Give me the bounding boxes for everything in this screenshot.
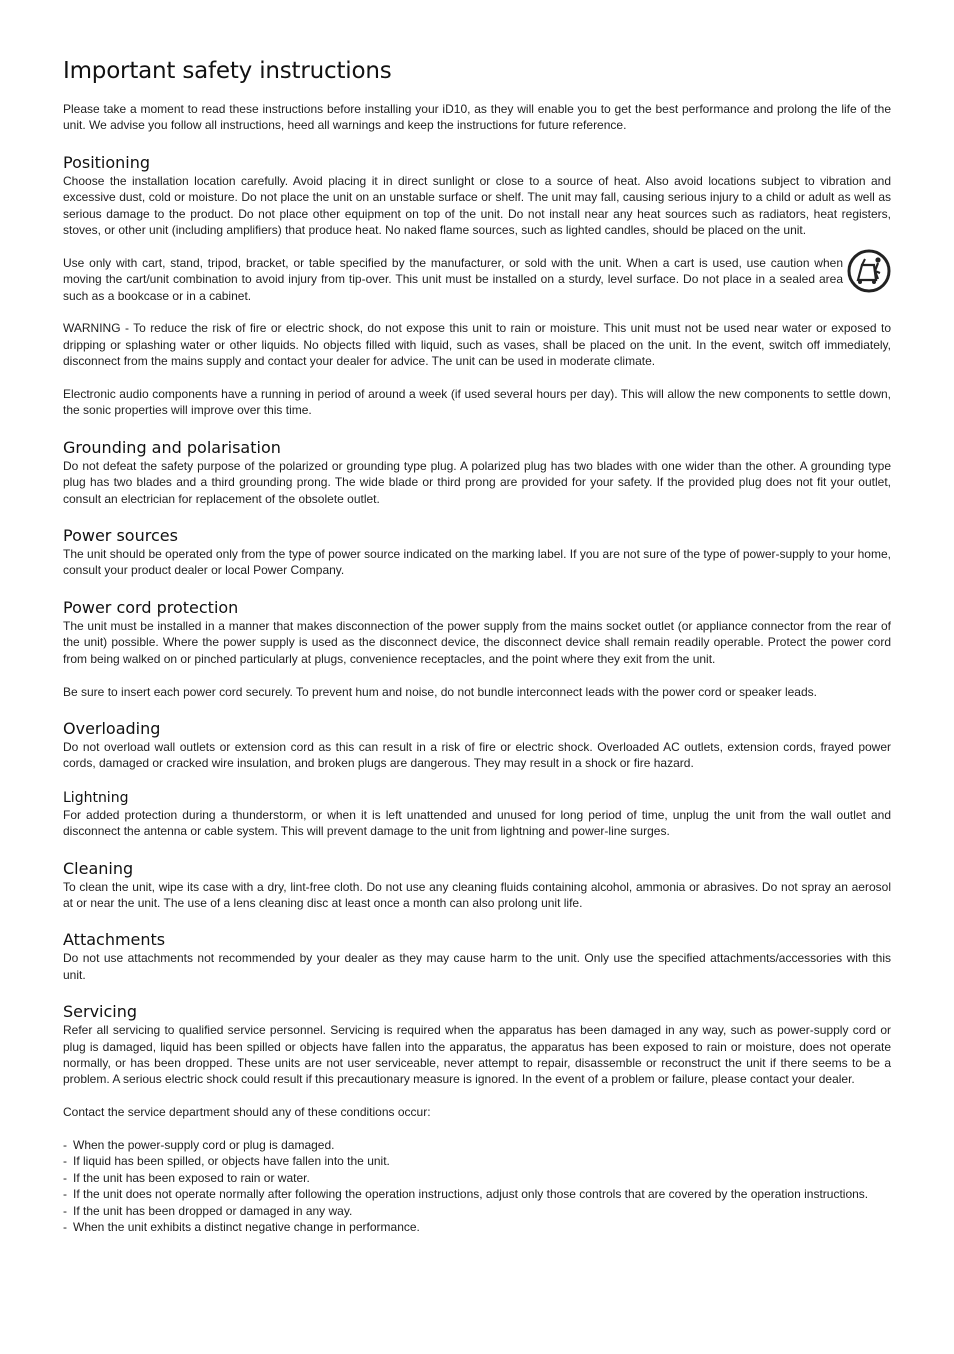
power-sources-paragraph: The unit should be operated only from the type of power source indicated on the marking label. If you are not sure of the type of power-supply to your home, consult your product dealer or local Power Company.	[63, 547, 891, 578]
heading-positioning: Positioning	[63, 152, 151, 172]
section-lightning	[63, 789, 891, 840]
positioning-paragraph-4: Electronic audio components have a running in period of around a week (if used several hours per day). This will allow the new components to settle down, the sonic properties will improve over this time.	[63, 387, 891, 418]
list-item: - When the unit exhibits a distinct negative change in performance.	[63, 1220, 420, 1234]
list-item: - If the unit has been exposed to rain or water.	[63, 1170, 310, 1185]
power-cord-paragraph-2: Be sure to insert each power cord securely. To prevent hum and noise, do not bundle interconnect leads with the power cord or speaker leads.	[63, 684, 817, 699]
list-item: - If the unit does not operate normally after following the operation instructions, adjust only those controls that are covered by the operation instructions.	[63, 1187, 869, 1202]
positioning-warning-paragraph: WARNING - To reduce the risk of fire or electric shock, do not expose this unit to rain or moisture. This unit must not be used near water or exposed to dripping or splashing water or other liquids. No objects filled with liquid, such as vases, shall be placed on the unit. In the event, switch off immediately, disconnect from the mains supply and contact your dealer for advice. The unit can be used in moderate climate.	[63, 321, 891, 369]
heading-power-sources: Power sources	[63, 526, 178, 546]
section-positioning	[63, 153, 891, 419]
cart-tip-over-warning-icon	[847, 249, 891, 293]
section-cleaning	[63, 859, 891, 912]
heading-servicing: Servicing	[63, 1002, 138, 1022]
heading-grounding: Grounding and polarisation	[63, 437, 281, 457]
section-servicing	[63, 1002, 891, 1235]
section-attachments	[63, 930, 891, 983]
positioning-paragraph-1: Choose the installation location carefully. Avoid placing it in direct sunlight or close to a source of heat. Also avoid locations subject to vibration and excessive dust, cold or moisture. Do not place the unit on an unstable surface or shelf. The unit may fall, causing serious injury to a child or adult as well as serious damage to the product. Do not place other equipment on top of the unit. Do not install near any heat sources such as radiators, heat registers, stoves, or other unit (including amplifiers) that produce heat. No naked flame sources, such as lighted candles, should be placed on the unit.	[63, 173, 891, 238]
cart-warning-row	[63, 255, 891, 304]
heading-overloading: Overloading	[63, 718, 161, 738]
section-power-sources	[63, 526, 891, 579]
service-conditions-list	[63, 1137, 891, 1235]
intro-paragraph: Please take a moment to read these instructions before installing your iD10, as they will enable you to get the best performance and prolong the life of the unit. We advise you follow all instructions, heed all warnings and keep the instructions for future reference.	[63, 102, 891, 133]
cleaning-paragraph: To clean the unit, wipe its case with a dry, lint-free cloth. Do not use any cleaning fluids containing alcohol, ammonia or abrasives. Do not spray an aerosol at or near the unit. The use of a lens cleaning disc at least once a month can also prolong unit life.	[63, 879, 891, 910]
list-item: - When the power-supply cord or plug is damaged.	[63, 1137, 335, 1152]
section-power-cord	[63, 598, 891, 700]
grounding-paragraph: Do not defeat the safety purpose of the polarized or grounding type plug. A polarized plug has two blades with one wider than the other. A grounding type plug has two blades and a third grounding prong. The wide blade or third prong are provided for your safety. If the provided plug does not fit your outlet, consult an electrician for replacement of the obsolete outlet.	[63, 458, 891, 506]
section-grounding	[63, 438, 891, 507]
heading-power-cord: Power cord protection	[63, 597, 239, 617]
servicing-paragraph-1: Refer all servicing to qualified service personnel. Servicing is required when the apparatus has been damaged in any way, such as power-supply cord or plug is damaged, liquid has been spilled or objects have fallen into the apparatus, the apparatus has been exposed to rain or moisture, does not operate normally, or has been dropped. These units are not user serviceable, never attempt to repair, disassemble or reconstruct the unit if there seems to be a problem. A serious electric shock could result if this precautionary measure is ignored. In the event of a problem or failure, please contact your dealer.	[63, 1023, 891, 1087]
list-item: - If the unit has been dropped or damaged in any way.	[63, 1203, 353, 1218]
attachments-paragraph: Do not use attachments not recommended by your dealer as they may cause harm to the unit. Only use the specified attachments/accessories with this unit.	[63, 951, 891, 982]
list-item: - If liquid has been spilled, or objects have fallen into the unit.	[63, 1154, 390, 1169]
positioning-paragraph-2: Use only with cart, stand, tripod, bracket, or table specified by the manufacturer, or sold with the unit. When a cart is used, use caution when moving the cart/unit combination to avoid injury from tip-over. This unit must be installed on a sturdy, level surface. Do not place in a sealed area such as a bookcase or in a cabinet.	[63, 255, 843, 303]
heading-cleaning: Cleaning	[63, 858, 134, 878]
heading-lightning: Lightning	[63, 789, 129, 806]
power-cord-paragraph-1: The unit must be installed in a manner that makes disconnection of the power supply from the mains socket outlet (or appliance connector from the rear of the unit) possible. Where the power supply is used as the disconnect device, the disconnect device shall remain readily operable. Protect the power cord from being walked on or pinched particularly at plugs, convenience receptacles, and the point where they exit from the unit.	[63, 618, 891, 666]
section-overloading	[63, 719, 891, 772]
safety-document	[63, 58, 891, 1235]
page-title: Important safety instructions	[63, 58, 392, 84]
heading-attachments: Attachments	[63, 930, 166, 950]
servicing-paragraph-2: Contact the service department should any of these conditions occur:	[63, 1105, 431, 1120]
overloading-paragraph: Do not overload wall outlets or extension cord as this can result in a risk of fire or electric shock. Overloaded AC outlets, extension cords, frayed power cords, damaged or cracked wire insulation, and broken plugs are dangerous. They may result in a shock or fire hazard.	[63, 739, 891, 771]
lightning-paragraph: For added protection during a thunderstorm, or when it is left unattended and unused for long period of time, unplug the unit from the wall outlet and disconnect the antenna or cable system. This will prevent damage to the unit from lightning and power-line surges.	[63, 807, 891, 839]
